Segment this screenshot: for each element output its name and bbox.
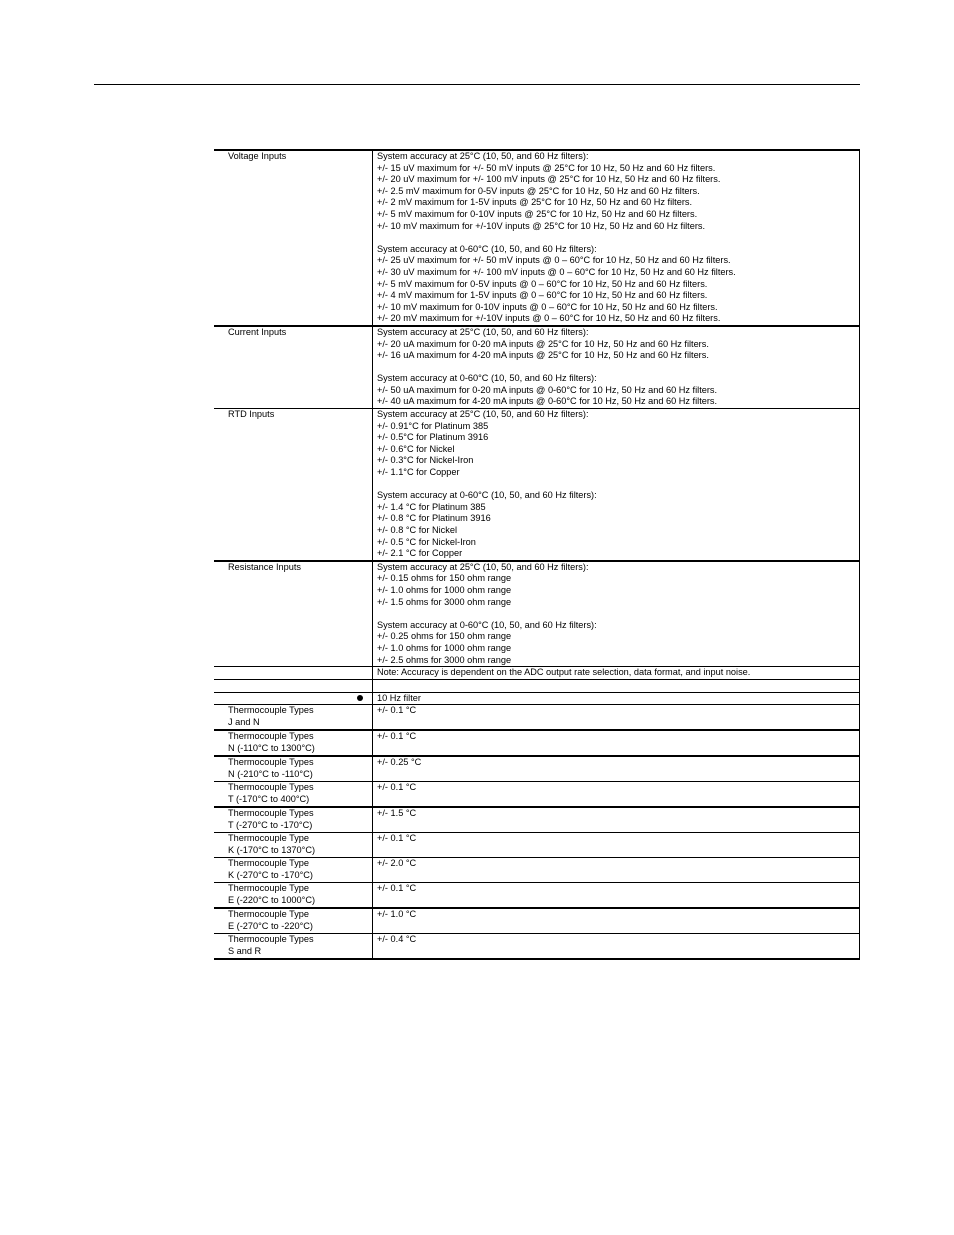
table-row — [214, 409, 860, 561]
spec-line: System accuracy at 0-60°C (10, 50, and 60 Hz filters): — [377, 490, 597, 501]
thermocouple-range: N (-110°C to 1300°C) — [228, 742, 315, 753]
spec-line: +/- 20 uA maximum for 0-20 mA inputs @ 25°C for 10 Hz, 50 Hz and 60 Hz filters. — [377, 338, 709, 349]
table-row — [214, 908, 860, 934]
table-row — [214, 782, 860, 808]
thermocouple-accuracy: +/- 0.1 °C — [373, 705, 860, 731]
spec-line: +/- 1.0 ohms for 1000 ohm range — [377, 584, 512, 595]
spacer — [377, 362, 855, 374]
thermocouple-accuracy: +/- 0.1 °C — [373, 833, 860, 858]
bullet-cell — [214, 692, 373, 705]
thermocouple-type: Thermocouple Types — [228, 934, 314, 945]
thermocouple-accuracy: +/- 0.1 °C — [373, 730, 860, 756]
thermocouple-label — [214, 934, 373, 960]
spec-line: +/- 0.8 °C for Platinum 3916 — [377, 513, 491, 524]
thermocouple-accuracy: +/- 0.1 °C — [373, 782, 860, 808]
table-row — [214, 692, 860, 705]
row-value-current-inputs — [373, 326, 860, 409]
spec-line: +/- 30 uV maximum for +/- 100 mV inputs @ 0 – 60°C for 10 Hz, 50 Hz and 60 Hz filters. — [377, 266, 736, 277]
thermocouple-range: J and N — [228, 716, 260, 727]
spec-line: +/- 20 mV maximum for +/-10V inputs @ 0 – 60°C for 10 Hz, 50 Hz and 60 Hz filters. — [377, 313, 721, 324]
spec-line: +/- 1.5 ohms for 3000 ohm range — [377, 596, 512, 607]
table-row — [214, 807, 860, 833]
spec-line: +/- 10 mV maximum for +/-10V inputs @ 25°C for 10 Hz, 50 Hz and 60 Hz filters. — [377, 220, 706, 231]
spec-line: +/- 4 mV maximum for 1-5V inputs @ 0 – 60°C for 10 Hz, 50 Hz and 60 Hz filters. — [377, 290, 708, 301]
thermocouple-type: Thermocouple Type — [228, 833, 310, 844]
spec-line: +/- 5 mV maximum for 0-5V inputs @ 0 – 60°C for 10 Hz, 50 Hz and 60 Hz filters. — [377, 278, 708, 289]
table-row — [214, 679, 860, 692]
spec-line: System accuracy at 0-60°C (10, 50, and 60 Hz filters): — [377, 373, 597, 384]
spec-line: System accuracy at 0-60°C (10, 50, and 60 Hz filters): — [377, 619, 597, 630]
table-row — [214, 326, 860, 409]
thermocouple-label — [214, 807, 373, 833]
thermocouple-type: Thermocouple Type — [228, 909, 310, 920]
thermocouple-range: T (-170°C to 400°C) — [228, 793, 310, 804]
thermocouple-label — [214, 883, 373, 909]
thermocouple-label — [214, 833, 373, 858]
spec-line: +/- 40 uA maximum for 4-20 mA inputs @ 0-60°C for 10 Hz, 50 Hz and 60 Hz filters. — [377, 396, 718, 407]
thermocouple-accuracy: +/- 1.5 °C — [373, 807, 860, 833]
spec-line: +/- 0.6°C for Nickel — [377, 443, 455, 454]
thermocouple-label — [214, 730, 373, 756]
thermocouple-type: Thermocouple Type — [228, 858, 310, 869]
accuracy-spec-table — [214, 149, 860, 960]
thermocouple-accuracy: +/- 1.0 °C — [373, 908, 860, 934]
spec-line: +/- 1.4 °C for Platinum 385 — [377, 501, 486, 512]
blank-cell — [373, 679, 860, 692]
spec-line: +/- 25 uV maximum for +/- 50 mV inputs @ 0 – 60°C for 10 Hz, 50 Hz and 60 Hz filters. — [377, 255, 731, 266]
thermocouple-range: K (-270°C to -170°C) — [228, 869, 313, 880]
table-row — [214, 934, 860, 960]
table-row — [214, 833, 860, 858]
bullet-icon — [357, 695, 363, 701]
thermocouple-accuracy: +/- 0.4 °C — [373, 934, 860, 960]
spec-line: +/- 2.5 ohms for 3000 ohm range — [377, 654, 512, 665]
thermocouple-accuracy: +/- 2.0 °C — [373, 858, 860, 883]
spec-line: +/- 15 uV maximum for +/- 50 mV inputs @ 25°C for 10 Hz, 50 Hz and 60 Hz filters. — [377, 162, 716, 173]
filter-label: 10 Hz filter — [373, 692, 860, 705]
spec-line: +/- 2.5 mV maximum for 0-5V inputs @ 25°C for 10 Hz, 50 Hz and 60 Hz filters. — [377, 185, 700, 196]
spec-line: +/- 0.15 ohms for 150 ohm range — [377, 573, 512, 584]
row-value-rtd-inputs — [373, 409, 860, 561]
spec-line: +/- 0.91°C for Platinum 385 — [377, 420, 489, 431]
thermocouple-accuracy: +/- 0.1 °C — [373, 883, 860, 909]
thermocouple-type: Thermocouple Types — [228, 731, 314, 742]
thermocouple-label — [214, 705, 373, 731]
thermocouple-accuracy: +/- 0.25 °C — [373, 756, 860, 782]
spec-line: +/- 0.5 °C for Nickel-Iron — [377, 536, 476, 547]
thermocouple-range: K (-170°C to 1370°C) — [228, 844, 316, 855]
table-row — [214, 705, 860, 731]
thermocouple-range: N (-210°C to -110°C) — [228, 768, 313, 779]
table-row — [214, 667, 860, 680]
table-row — [214, 730, 860, 756]
spec-line: +/- 5 mV maximum for 0-10V inputs @ 25°C for 10 Hz, 50 Hz and 60 Hz filters. — [377, 208, 698, 219]
spec-line: System accuracy at 25°C (10, 50, and 60 Hz filters): — [377, 326, 589, 337]
thermocouple-range: E (-270°C to -220°C) — [228, 920, 313, 931]
thermocouple-label — [214, 908, 373, 934]
spacer — [377, 608, 855, 620]
spec-line: System accuracy at 25°C (10, 50, and 60 Hz filters): — [377, 561, 589, 572]
header-rule — [94, 84, 860, 85]
thermocouple-type: Thermocouple Types — [228, 757, 314, 768]
spec-line: System accuracy at 25°C (10, 50, and 60 Hz filters): — [377, 151, 589, 161]
spec-line: +/- 1.1°C for Copper — [377, 467, 460, 478]
row-value-voltage-inputs — [373, 150, 860, 326]
thermocouple-type: Thermocouple Type — [228, 883, 310, 894]
row-label-rtd-inputs: RTD Inputs — [214, 409, 373, 561]
row-label-current-inputs: Current Inputs — [214, 326, 373, 409]
spec-line: +/- 10 mV maximum for 0-10V inputs @ 0 – 60°C for 10 Hz, 50 Hz and 60 Hz filters. — [377, 301, 718, 312]
row-label-voltage-inputs: Voltage Inputs — [214, 150, 373, 326]
spec-line: +/- 1.0 ohms for 1000 ohm range — [377, 642, 512, 653]
thermocouple-label — [214, 756, 373, 782]
spacer — [377, 479, 855, 491]
table-row — [214, 561, 860, 667]
spec-line: System accuracy at 25°C (10, 50, and 60 Hz filters): — [377, 409, 589, 420]
table-row — [214, 883, 860, 909]
spec-line: +/- 50 uA maximum for 0-20 mA inputs @ 0-60°C for 10 Hz, 50 Hz and 60 Hz filters. — [377, 384, 718, 395]
note-label-cell — [214, 667, 373, 680]
thermocouple-range: S and R — [228, 945, 262, 956]
spec-line: +/- 16 uA maximum for 4-20 mA inputs @ 25°C for 10 Hz, 50 Hz and 60 Hz filters. — [377, 350, 709, 361]
spec-line: +/- 2.1 °C for Copper — [377, 548, 463, 559]
table-row — [214, 858, 860, 883]
accuracy-note: Note: Accuracy is dependent on the ADC output rate selection, data format, and input noise. — [373, 667, 860, 680]
thermocouple-label — [214, 858, 373, 883]
spec-line: +/- 2 mV maximum for 1-5V inputs @ 25°C for 10 Hz, 50 Hz and 60 Hz filters. — [377, 197, 693, 208]
spec-line: +/- 0.25 ohms for 150 ohm range — [377, 631, 512, 642]
table-row — [214, 756, 860, 782]
thermocouple-type: Thermocouple Types — [228, 808, 314, 819]
thermocouple-range: T (-270°C to -170°C) — [228, 819, 313, 830]
spec-line: +/- 0.3°C for Nickel-Iron — [377, 455, 474, 466]
spacer — [377, 232, 855, 244]
thermocouple-range: E (-220°C to 1000°C) — [228, 894, 316, 905]
spec-line: +/- 0.5°C for Platinum 3916 — [377, 432, 489, 443]
thermocouple-type: Thermocouple Types — [228, 705, 314, 716]
table-row — [214, 150, 860, 326]
blank-cell — [214, 679, 373, 692]
thermocouple-type: Thermocouple Types — [228, 782, 314, 793]
spec-line: +/- 0.8 °C for Nickel — [377, 525, 458, 535]
spec-line: +/- 20 uV maximum for +/- 100 mV inputs @ 25°C for 10 Hz, 50 Hz and 60 Hz filters. — [377, 174, 721, 185]
row-label-resistance-inputs: Resistance Inputs — [214, 561, 373, 667]
thermocouple-label — [214, 782, 373, 808]
row-value-resistance-inputs — [373, 561, 860, 667]
spec-line: System accuracy at 0-60°C (10, 50, and 60 Hz filters): — [377, 243, 597, 254]
